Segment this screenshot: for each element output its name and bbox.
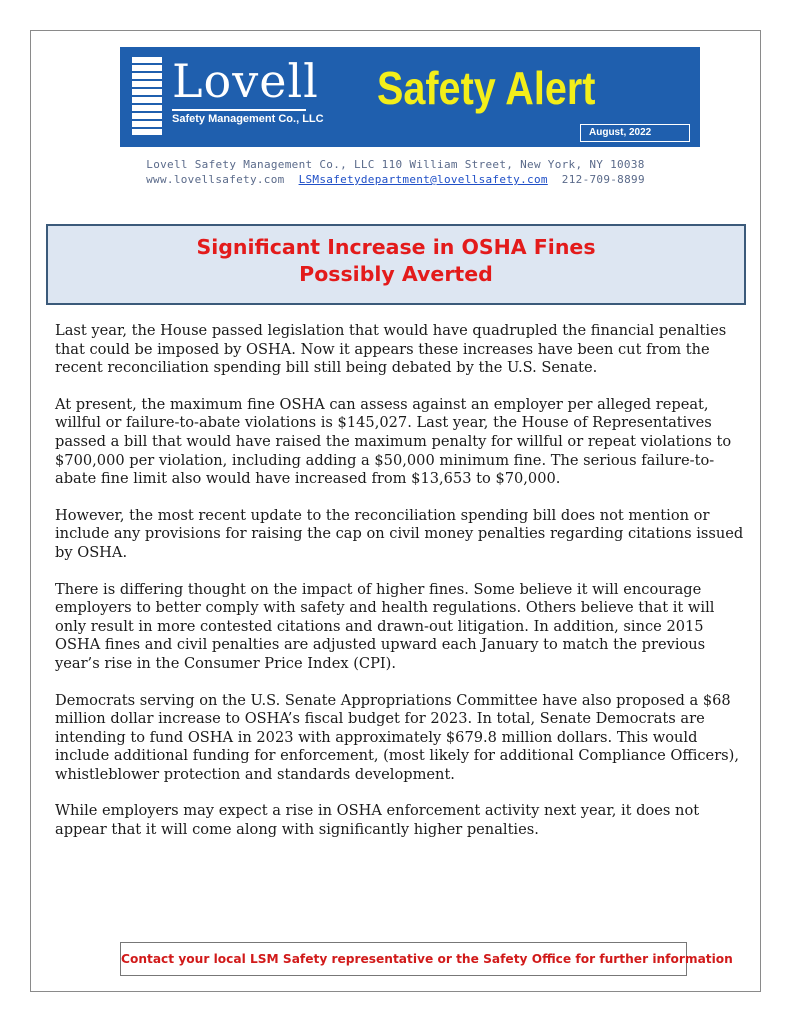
logo-tagline: Safety Management Co., LLC [172, 113, 324, 125]
safety-alert-title: Safety Alert [377, 62, 596, 114]
article-body [55, 322, 745, 858]
address-line: Lovell Safety Management Co., LLC 110 William Street, New York, NY 10038 [146, 158, 645, 171]
email-link[interactable]: LSMsafetydepartment@lovellsafety.com [298, 173, 548, 186]
contact-line [0, 173, 791, 186]
headline-line-1: Significant Increase in OSHA Fines [196, 235, 596, 259]
header-banner [120, 47, 700, 147]
logo-name: Lovell [172, 54, 319, 108]
paragraph: Last year, the House passed legislation that would have quadrupled the financial penalties that could be imposed by OSHA. Now it appears these increases have been cut from the recent reconciliation spending bill still being debated by the U.S. Senate. [55, 322, 727, 377]
paragraph: Democrats serving on the U.S. Senate Appropriations Committee have also proposed a $68 million dollar increase to OSHA’s fiscal budget for 2023. In total, Senate Democrats are intending to fund OSHA in 2023 with approximately $679.8 million dollars. This would include additional funding for enforcement, (most likely for additional Compliance Officers), whistleblower protection and standards development. [55, 691, 739, 783]
paragraph: There is differing thought on the impact of higher fines. Some believe it will encourage employers to better comply with safety and health regulations. Others believe that it will only result in more contested citations and drawn-out litigation. In addition, since 2015 OSHA fines and civil penalties are adjusted upward each January to match the previous year’s rise in the Consumer Price Index (CPI). [55, 580, 715, 672]
footer-notice: Contact your local LSM Safety representative or the Safety Office for further information [120, 942, 687, 976]
logo-rule [172, 109, 306, 111]
paragraph: While employers may expect a rise in OSHA enforcement activity next year, it does not appear that it will come along with significantly higher penalties. [55, 802, 700, 839]
paragraph: At present, the maximum fine OSHA can assess against an employer per alleged repeat, willful or failure-to-abate violations is $145,027. Last year, the House of Representatives passed a bill that would have raised the maximum penalty for willful or repeat violations to $700,000 per violation, including adding a $50,000 minimum fine. The serious failure-to-abate fine limit also would have increased from $13,653 to $70,000. [55, 395, 732, 488]
phone-number: 212-709-8899 [561, 173, 645, 186]
headline-line-2: Possibly Averted [299, 262, 493, 286]
website-link[interactable]: www.lovellsafety.com [146, 173, 285, 186]
issue-date: August, 2022 [580, 124, 690, 142]
paragraph: However, the most recent update to the reconciliation spending bill does not mention or include any provisions for raising the cap on civil money penalties regarding citations issued by OSHA. [55, 506, 744, 561]
logo-stripes-icon [132, 57, 162, 137]
headline-box [46, 224, 746, 305]
